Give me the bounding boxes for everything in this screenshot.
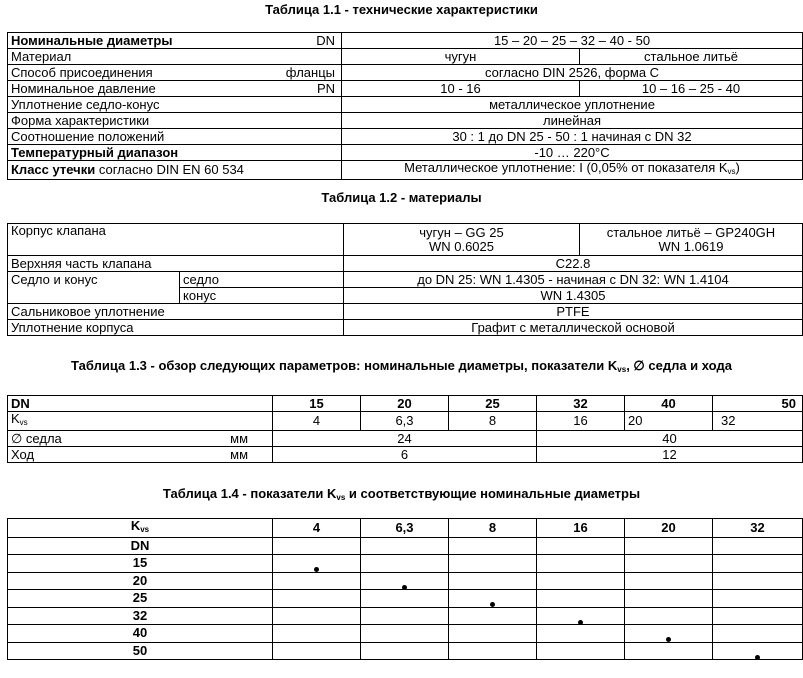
matrix-cell <box>273 555 361 573</box>
row-label: Уплотнение корпуса <box>8 320 344 336</box>
dn-cell: 32 <box>8 607 273 625</box>
kvs-label: K <box>11 411 20 426</box>
row-label: Номинальные диаметры <box>11 32 173 48</box>
kvs-cell: 16 <box>537 412 625 431</box>
matrix-cell <box>361 590 449 608</box>
dn-cell: 50 <box>8 642 273 660</box>
row-label: Седло и конус <box>8 272 180 288</box>
seat-value: 24 <box>273 431 537 447</box>
kvs-cell: 16 <box>537 519 625 538</box>
matrix-cell <box>537 590 625 608</box>
cast-iron-number: WN 0.6025 <box>428 238 495 254</box>
kvs-cell: 8 <box>449 519 537 538</box>
table-row <box>8 447 803 463</box>
matrix-cell <box>273 590 361 608</box>
matrix-cell <box>625 625 713 643</box>
table-row <box>8 304 803 320</box>
kvs-cell: 8 <box>449 412 537 431</box>
row-unit: DN <box>316 33 335 48</box>
matrix-cell <box>537 572 625 590</box>
row-value: 10 - 16 <box>342 81 580 97</box>
dn-cell: 15 <box>273 396 361 412</box>
seat-unit: мм <box>230 431 248 446</box>
matrix-cell <box>449 590 537 608</box>
matrix-cell <box>713 607 803 625</box>
matrix-cell <box>273 572 361 590</box>
matrix-cell <box>625 590 713 608</box>
dn-cell: 40 <box>625 396 713 412</box>
matrix-cell <box>537 625 625 643</box>
leakage-value-end: ) <box>735 160 740 175</box>
matrix-cell <box>625 642 713 660</box>
row-label: Соотношение положений <box>8 129 342 145</box>
matrix-cell <box>273 642 361 660</box>
row-label-rest: согласно DIN EN 60 534 <box>95 162 244 177</box>
row-label: Корпус клапана <box>8 224 344 256</box>
matrix-cell <box>625 572 713 590</box>
table-1-1 <box>7 32 803 180</box>
row-value: WN 1.4305 <box>344 288 803 304</box>
matrix-cell <box>361 625 449 643</box>
table-row <box>8 256 803 272</box>
kvs-subscript: vs <box>140 525 150 534</box>
matrix-cell <box>713 572 803 590</box>
table-row <box>8 590 803 608</box>
table-row <box>8 272 803 288</box>
table-1-3 <box>7 395 803 463</box>
stroke-value: 6 <box>273 447 537 463</box>
row-label: Способ присоединения <box>11 64 153 80</box>
dn-cell: 50 <box>713 396 803 412</box>
table-1-1-caption: Таблица 1.1 - технические характеристики <box>265 2 538 17</box>
dn-cell: 20 <box>8 572 273 590</box>
stroke-unit: мм <box>230 447 248 462</box>
matrix-cell <box>713 625 803 643</box>
table-row <box>8 625 803 643</box>
table-1-4-caption <box>0 486 803 505</box>
row-value: -10 … 220°C <box>342 145 803 161</box>
matrix-cell <box>713 642 803 660</box>
row-value: 15 – 20 – 25 – 32 – 40 - 50 <box>342 33 803 49</box>
row-label: Верхняя часть клапана <box>8 256 344 272</box>
kvs-cell: 6,3 <box>361 519 449 538</box>
row-value: металлическое уплотнение <box>342 97 803 113</box>
matrix-cell <box>361 555 449 573</box>
table-1-2-caption: Таблица 1.2 - материалы <box>321 190 482 205</box>
row-label: Уплотнение седло-конус <box>8 97 342 113</box>
kvs-cell: 20 <box>625 519 713 538</box>
kvs-cell: 6,3 <box>361 412 449 431</box>
matrix-body <box>8 555 803 660</box>
dn-cell: 25 <box>8 590 273 608</box>
row-value: линейная <box>342 113 803 129</box>
kvs-subscript: vs <box>19 418 28 427</box>
match-dot-icon <box>578 620 583 625</box>
leakage-value: Металлическое уплотнение: I (0,05% от показателя K <box>404 160 728 175</box>
kvs-cell: 20 <box>625 412 713 431</box>
dn-header: DN <box>8 396 273 412</box>
row-value: до DN 25: WN 1.4305 - начиная с DN 32: WN 1.4104 <box>344 272 803 288</box>
table-row <box>8 129 803 145</box>
dn-cell: 40 <box>8 625 273 643</box>
row-label: Класс утечки <box>11 162 96 177</box>
stroke-label: Ход <box>11 446 35 462</box>
caption-text-end: и соответствующие номинальные диаметры <box>345 486 641 501</box>
matrix-cell <box>449 625 537 643</box>
row-value: чугун <box>342 49 580 65</box>
dn-cell: 15 <box>8 555 273 573</box>
row-label: Температурный диапазон <box>8 145 342 161</box>
table-row <box>8 161 803 180</box>
matrix-cell <box>449 642 537 660</box>
row-label: Номинальное давление <box>11 80 156 96</box>
table-row <box>8 97 803 113</box>
matrix-cell <box>537 555 625 573</box>
table-row <box>8 320 803 336</box>
dn-cell: 25 <box>449 396 537 412</box>
row-value: C22.8 <box>344 256 803 272</box>
kvs-subscript: vs <box>727 167 736 176</box>
table-1-2 <box>7 223 803 336</box>
table-row <box>8 607 803 625</box>
table-1-4 <box>7 518 803 660</box>
row-value: 30 : 1 до DN 25 - 50 : 1 начиная с DN 32 <box>342 129 803 145</box>
caption-text: Таблица 1.4 - показатели K <box>162 486 337 501</box>
seat-label: ∅ седла <box>11 430 62 446</box>
table-row <box>8 396 803 412</box>
table-row <box>8 65 803 81</box>
kvs-subscript: vs <box>336 493 346 502</box>
matrix-cell <box>625 607 713 625</box>
table-row <box>8 81 803 97</box>
table-row <box>8 33 803 49</box>
matrix-cell <box>273 607 361 625</box>
matrix-cell <box>449 607 537 625</box>
stroke-value: 12 <box>537 447 803 463</box>
table-row <box>8 555 803 573</box>
table-row <box>8 572 803 590</box>
seat-value: 40 <box>537 431 803 447</box>
kvs-cell: 4 <box>273 519 361 538</box>
matrix-cell <box>449 572 537 590</box>
kvs-cell: 32 <box>713 412 803 431</box>
matrix-cell <box>449 555 537 573</box>
row-label: Материал <box>8 49 342 65</box>
matrix-cell <box>537 642 625 660</box>
row-value: согласно DIN 2526, форма C <box>342 65 803 81</box>
kvs-label: K <box>130 518 141 533</box>
row-sublabel: конус <box>180 288 344 304</box>
row-unit: фланцы <box>285 65 335 80</box>
matrix-cell <box>361 572 449 590</box>
table-1-3-caption <box>0 358 803 377</box>
table-row <box>8 519 803 538</box>
kvs-subscript: vs <box>617 365 627 374</box>
matrix-cell <box>273 625 361 643</box>
table-row <box>8 224 803 256</box>
match-dot-icon <box>666 637 671 642</box>
matrix-cell <box>625 555 713 573</box>
row-value: Графит с металлической основой <box>344 320 803 336</box>
matrix-cell <box>537 607 625 625</box>
row-sublabel: седло <box>180 272 344 288</box>
dn-cell: 20 <box>361 396 449 412</box>
table-row <box>8 431 803 447</box>
table-row <box>8 642 803 660</box>
table-row <box>8 538 803 555</box>
table-row <box>8 412 803 431</box>
match-dot-icon <box>755 655 760 660</box>
matrix-cell <box>713 590 803 608</box>
kvs-cell: 4 <box>273 412 361 431</box>
cast-steel-material: стальное литьё – GP240GH <box>606 224 776 240</box>
dn-header: DN <box>8 538 273 555</box>
match-dot-icon <box>402 585 407 590</box>
cast-iron-material: чугун – GG 25 <box>419 224 504 240</box>
matrix-cell <box>361 607 449 625</box>
match-dot-icon <box>314 567 319 572</box>
dn-cell: 32 <box>537 396 625 412</box>
matrix-cell <box>361 642 449 660</box>
row-value: 10 – 16 – 25 - 40 <box>580 81 803 97</box>
row-unit: PN <box>316 81 335 96</box>
table-row <box>8 113 803 129</box>
row-value: PTFE <box>344 304 803 320</box>
row-label: Форма характеристики <box>8 113 342 129</box>
row-value: стальное литьё <box>580 49 803 65</box>
matrix-cell <box>713 555 803 573</box>
table-row <box>8 145 803 161</box>
kvs-cell: 32 <box>713 519 803 538</box>
table-row <box>8 288 803 304</box>
caption-text-end: , ∅ седла и хода <box>626 358 732 373</box>
caption-text: Таблица 1.3 - обзор следующих параметров: номинальные диаметры, показатели K <box>71 358 618 373</box>
table-row <box>8 49 803 65</box>
cast-steel-number: WN 1.0619 <box>658 238 724 254</box>
match-dot-icon <box>490 602 495 607</box>
row-label: Сальниковое уплотнение <box>8 304 344 320</box>
